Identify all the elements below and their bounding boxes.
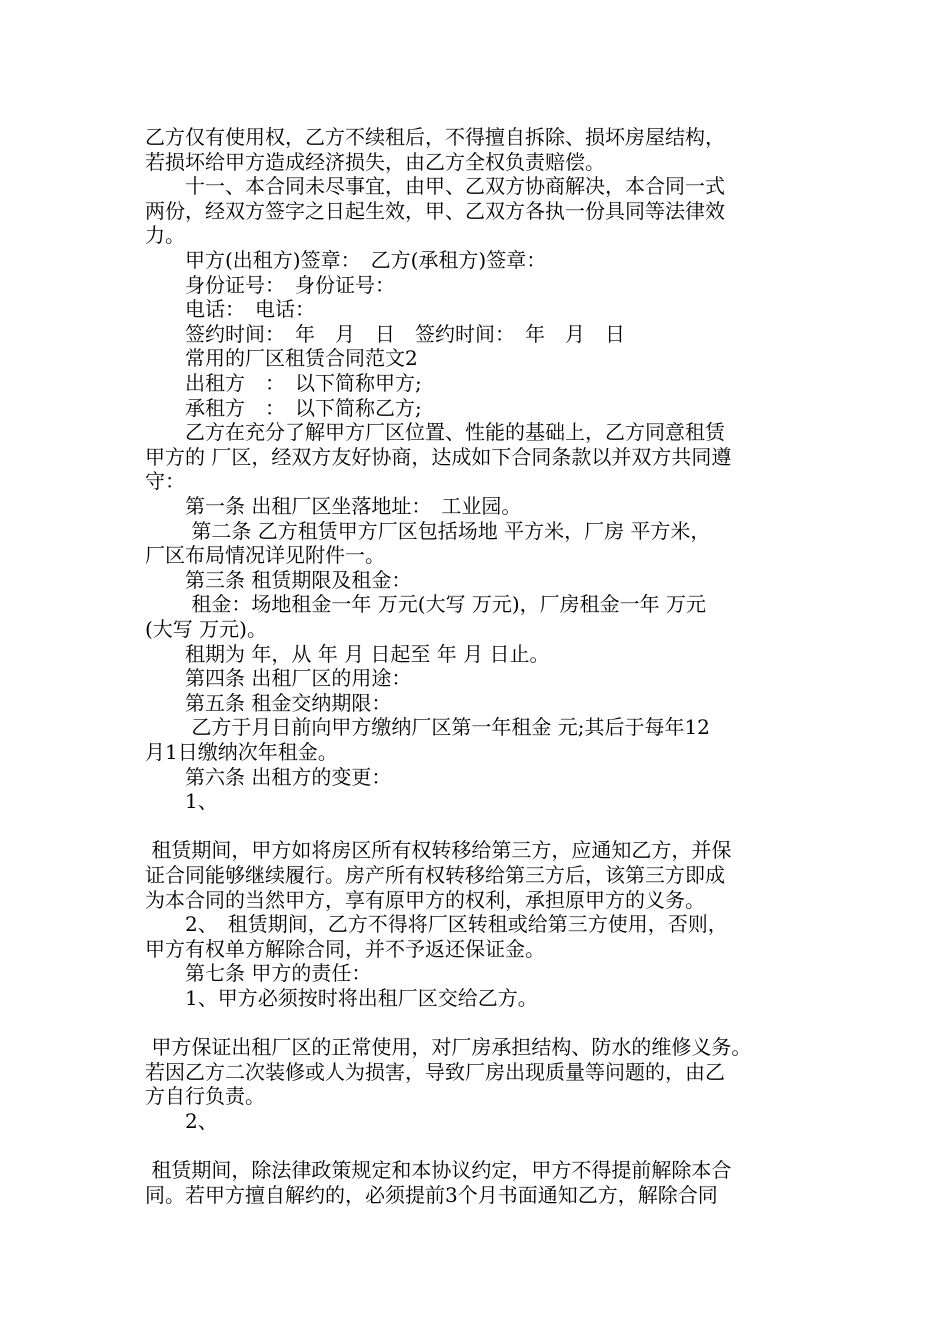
text-line: 月1日缴纳次年租金。 xyxy=(145,740,338,764)
text-line: 第一条 出租厂区坐落地址： 工业园。 xyxy=(145,494,522,518)
text-line: 电话： 电话： xyxy=(145,297,315,321)
text-line: 第三条 租赁期限及租金： xyxy=(145,568,412,592)
text-line: 1、甲方必须按时将出租厂区交给乙方。 xyxy=(145,986,538,1010)
text-line: 租赁期间，甲方如将房区所有权转移给第三方，应通知乙方，并保 xyxy=(145,838,732,862)
text-line: 第六条 出租方的变更： xyxy=(145,765,392,789)
text-line: 厂区布局情况详见附件一。 xyxy=(145,543,385,567)
text-line: (大写 万元)。 xyxy=(145,617,267,641)
text-line: 乙方于月日前向甲方缴纳厂区第一年租金 元;其后于每年12 xyxy=(145,715,710,739)
text-line: 甲方(出租方)签章： 乙方(承租方)签章： xyxy=(145,248,547,272)
text-line: 乙方在充分了解甲方厂区位置、性能的基础上，乙方同意租赁 xyxy=(145,420,725,444)
text-line: 方自行负责。 xyxy=(145,1084,265,1108)
text-line: 若损坏给甲方造成经济损失，由乙方全权负责赔偿。 xyxy=(145,150,605,174)
text-line: 承租方 ： 以下简称乙方; xyxy=(145,396,422,420)
text-line: 租期为 年，从 年 月 日起至 年 月 日止。 xyxy=(145,642,550,666)
text-line: 签约时间： 年 月 日 签约时间： 年 月 日 xyxy=(145,322,625,346)
text-line: 第五条 租金交纳期限： xyxy=(145,691,392,715)
text-line: 租金：场地租金一年 万元(大写 万元)，厂房租金一年 万元 xyxy=(145,592,707,616)
text-line: 2、 xyxy=(145,1109,218,1133)
text-line: 两份，经双方签字之日起生效，甲、乙双方各执一份具同等法律效 xyxy=(145,199,725,223)
text-line: 若因乙方二次装修或人为损害，导致厂房出现质量等问题的，由乙 xyxy=(145,1060,725,1084)
text-line: 租赁期间，除法律政策规定和本协议约定，甲方不得提前解除本合 xyxy=(145,1158,732,1182)
text-line: 常用的厂区租赁合同范文2 xyxy=(145,346,418,370)
text-line: 证合同能够继续履行。房产所有权转移给第三方后，该第三方即成 xyxy=(145,863,725,887)
text-line: 2、 租赁期间，乙方不得将厂区转租或给第三方使用，否则， xyxy=(145,912,728,936)
text-line: 第二条 乙方租赁甲方厂区包括场地 平方米，厂房 平方米， xyxy=(145,519,711,543)
text-line: 为本合同的当然甲方，享有原甲方的权利，承担原甲方的义务。 xyxy=(145,888,705,912)
text-line: 甲方有权单方解除合同，并不予返还保证金。 xyxy=(145,937,545,961)
text-line: 守： xyxy=(145,469,185,493)
text-line: 身份证号： 身份证号： xyxy=(145,273,395,297)
text-line: 力。 xyxy=(145,223,185,247)
text-line: 甲方保证出租厂区的正常使用，对厂房承担结构、防水的维修义务。 xyxy=(145,1035,752,1059)
text-line: 同。若甲方擅自解约的，必须提前3个月书面通知乙方，解除合同 xyxy=(145,1183,718,1207)
text-line: 1、 xyxy=(145,789,218,813)
text-line: 甲方的 厂区，经双方友好协商，达成如下合同条款以并双方共同遵 xyxy=(145,445,732,469)
text-line: 十一、本合同未尽事宜，由甲、乙双方协商解决，本合同一式 xyxy=(145,174,725,198)
text-line: 乙方仅有使用权，乙方不续租后，不得擅自拆除、损坏房屋结构， xyxy=(145,125,725,149)
text-line: 第七条 甲方的责任： xyxy=(145,961,372,985)
text-line: 第四条 出租厂区的用途： xyxy=(145,666,412,690)
text-line: 出租方 ： 以下简称甲方; xyxy=(145,371,422,395)
